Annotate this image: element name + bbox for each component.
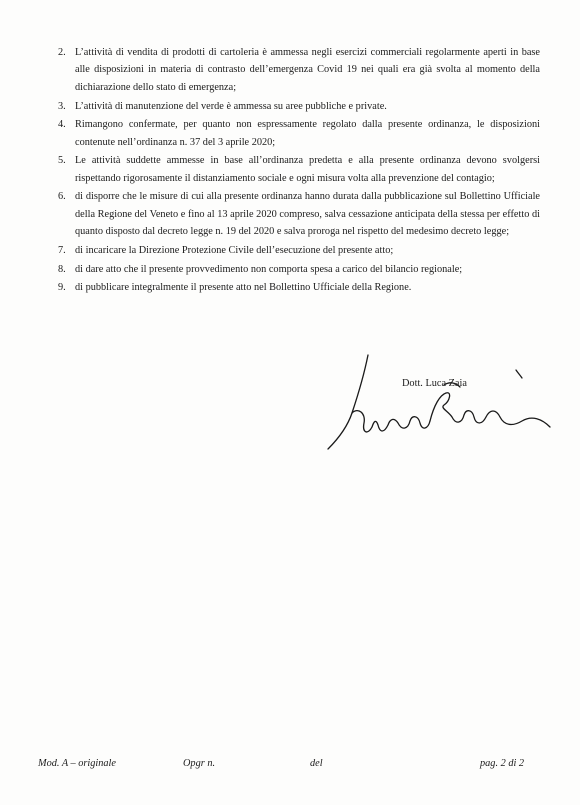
item-text: di disporre che le misure di cui alla presente ordinanza hanno durata dalla pubblicazione sul Bollettino Ufficiale della Regione del Veneto e fino al 13 aprile 2020 compreso, salva cessazione anticipata della stessa per effetto di quanto disposto dal decreto legge n. 19 del 2020 e salva proroga nel rispetto del medesimo decreto legge; <box>75 191 540 238</box>
item-text: Le attività suddette ammesse in base all’ordinanza predetta e alla presente ordinanza devono svolgersi rispettando rigorosamente il distanziamento sociale e ogni misura volta alla prevenzione del contagio; <box>75 155 540 184</box>
item-text: di incaricare la Direzione Protezione Civile dell’esecuzione del presente atto; <box>75 244 394 256</box>
list-item <box>58 98 540 115</box>
item-text: di pubblicare integralmente il presente atto nel Bollettino Ufficiale della Regione. <box>75 282 412 294</box>
list-item <box>58 116 540 151</box>
item-text: Rimangono confermate, per quanto non espressamente regolato dalla presente ordinanza, le disposizioni contenute nell’ordinanza n. 37 del 3 aprile 2020; <box>75 119 540 148</box>
item-number: 7. <box>58 244 66 256</box>
list-item <box>58 188 540 240</box>
footer-opgr-number: Opgr n. <box>183 758 216 769</box>
footer-model: Mod. A – originale <box>38 758 116 769</box>
item-number: 3. <box>58 100 66 112</box>
list-item <box>58 261 540 278</box>
item-number: 5. <box>58 155 66 167</box>
list-item <box>58 44 540 96</box>
footer-page-number: pag. 2 di 2 <box>480 758 525 769</box>
page-footer <box>0 758 580 774</box>
item-text: di dare atto che il presente provvedimento non comporta spesa a carico del bilancio regionale; <box>75 263 463 275</box>
item-number: 6. <box>58 191 66 203</box>
handwritten-signature <box>318 345 558 455</box>
footer-date-label: del <box>310 758 323 769</box>
item-number: 8. <box>58 263 66 275</box>
item-text: L’attività di vendita di prodotti di cartoleria è ammessa negli esercizi commerciali regolarmente aperti in base alle disposizioni in materia di contrasto dell’emergenza Covid 19 nei quali era già svolta al momento della dichiarazione dello stato di emergenza; <box>75 47 540 93</box>
item-text: L’attività di manutenzione del verde è ammessa su aree pubbliche e private. <box>75 100 387 112</box>
list-item <box>58 279 540 296</box>
item-number: 9. <box>58 282 66 294</box>
list-item <box>58 152 540 187</box>
item-number: 4. <box>58 119 66 131</box>
ordinance-provisions-list <box>58 44 540 298</box>
signatory-name: Dott. Luca Zaia <box>402 378 467 389</box>
item-number: 2. <box>58 47 66 58</box>
list-item <box>58 242 540 259</box>
